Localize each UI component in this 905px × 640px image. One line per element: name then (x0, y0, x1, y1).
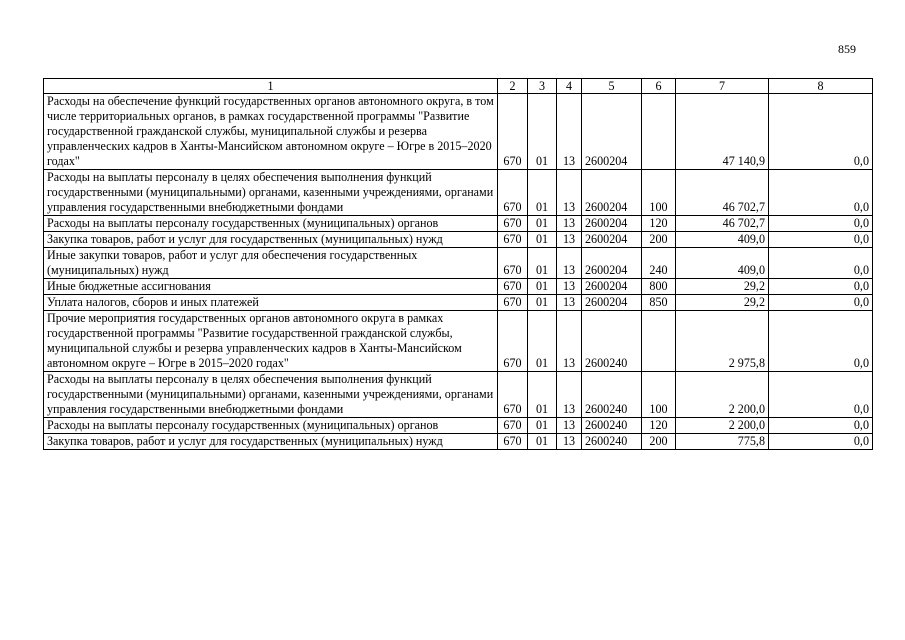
cell-subsection-code: 13 (557, 295, 582, 311)
cell-amount: 409,0 (676, 232, 769, 248)
cell-subsection-code: 13 (557, 94, 582, 170)
column-header: 6 (642, 79, 676, 94)
table-body (44, 94, 873, 450)
cell-amount-secondary: 0,0 (769, 279, 873, 295)
cell-ministry-code: 670 (498, 94, 528, 170)
cell-section-code: 01 (528, 372, 557, 418)
cell-amount: 29,2 (676, 279, 769, 295)
cell-amount: 775,8 (676, 434, 769, 450)
row-description: Прочие мероприятия государственных органов автономного округа в рамках государственной программы "Развитие государственной гражданской службы, муниципальной службы и резерва управленческих кадров в Ханты-Мансийском автономном округе – Югре в 2015–2020 годах" (44, 311, 498, 372)
cell-amount: 2 200,0 (676, 418, 769, 434)
cell-target-article: 2600204 (582, 232, 642, 248)
cell-target-article: 2600204 (582, 170, 642, 216)
cell-ministry-code: 670 (498, 232, 528, 248)
cell-ministry-code: 670 (498, 311, 528, 372)
cell-section-code: 01 (528, 232, 557, 248)
header-row (44, 79, 873, 94)
cell-expense-type: 200 (642, 434, 676, 450)
cell-ministry-code: 670 (498, 279, 528, 295)
cell-subsection-code: 13 (557, 434, 582, 450)
cell-target-article: 2600204 (582, 248, 642, 279)
cell-expense-type: 120 (642, 418, 676, 434)
cell-expense-type (642, 311, 676, 372)
cell-expense-type (642, 94, 676, 170)
cell-ministry-code: 670 (498, 434, 528, 450)
page-number: 859 (838, 42, 856, 56)
cell-amount-secondary: 0,0 (769, 295, 873, 311)
cell-section-code: 01 (528, 94, 557, 170)
table-row (44, 295, 873, 311)
cell-expense-type: 800 (642, 279, 676, 295)
cell-subsection-code: 13 (557, 216, 582, 232)
cell-amount: 409,0 (676, 248, 769, 279)
cell-target-article: 2600240 (582, 311, 642, 372)
table-row (44, 248, 873, 279)
cell-section-code: 01 (528, 170, 557, 216)
cell-amount: 46 702,7 (676, 170, 769, 216)
column-header: 2 (498, 79, 528, 94)
cell-amount-secondary: 0,0 (769, 94, 873, 170)
row-description: Расходы на выплаты персоналу в целях обеспечения выполнения функций государственными (муниципальными) органами, казенными учреждениями, органами управления государственными внебюджетными фондами (44, 372, 498, 418)
cell-ministry-code: 670 (498, 372, 528, 418)
cell-section-code: 01 (528, 248, 557, 279)
cell-amount-secondary: 0,0 (769, 372, 873, 418)
cell-ministry-code: 670 (498, 170, 528, 216)
row-description: Расходы на обеспечение функций государственных органов автономного округа, в том числе территориальных органов, в рамках государственной программы "Развитие государственной гражданской службы, муниципальной службы и резерва управленческих кадров в Ханты-Мансийском автономном округе – Югре в 2015–2020 годах" (44, 94, 498, 170)
column-header: 1 (44, 79, 498, 94)
cell-subsection-code: 13 (557, 418, 582, 434)
cell-section-code: 01 (528, 311, 557, 372)
table-row (44, 94, 873, 170)
table-row (44, 418, 873, 434)
cell-subsection-code: 13 (557, 248, 582, 279)
column-header: 3 (528, 79, 557, 94)
table-row (44, 279, 873, 295)
cell-target-article: 2600240 (582, 418, 642, 434)
cell-subsection-code: 13 (557, 232, 582, 248)
row-description: Расходы на выплаты персоналу государственных (муниципальных) органов (44, 216, 498, 232)
cell-amount-secondary: 0,0 (769, 232, 873, 248)
cell-amount: 46 702,7 (676, 216, 769, 232)
cell-target-article: 2600204 (582, 295, 642, 311)
table-row (44, 434, 873, 450)
cell-expense-type: 240 (642, 248, 676, 279)
cell-expense-type: 850 (642, 295, 676, 311)
cell-amount-secondary: 0,0 (769, 248, 873, 279)
cell-expense-type: 120 (642, 216, 676, 232)
cell-amount: 2 200,0 (676, 372, 769, 418)
cell-ministry-code: 670 (498, 418, 528, 434)
column-header: 7 (676, 79, 769, 94)
cell-amount: 47 140,9 (676, 94, 769, 170)
cell-amount-secondary: 0,0 (769, 170, 873, 216)
cell-target-article: 2600204 (582, 216, 642, 232)
cell-section-code: 01 (528, 279, 557, 295)
budget-table (43, 78, 873, 450)
table-row (44, 170, 873, 216)
cell-subsection-code: 13 (557, 311, 582, 372)
row-description: Закупка товаров, работ и услуг для государственных (муниципальных) нужд (44, 434, 498, 450)
table-row (44, 216, 873, 232)
cell-amount-secondary: 0,0 (769, 434, 873, 450)
row-description: Иные закупки товаров, работ и услуг для обеспечения государственных (муниципальных) нужд (44, 248, 498, 279)
cell-ministry-code: 670 (498, 216, 528, 232)
column-header: 8 (769, 79, 873, 94)
column-header: 5 (582, 79, 642, 94)
cell-expense-type: 100 (642, 372, 676, 418)
cell-section-code: 01 (528, 216, 557, 232)
cell-amount-secondary: 0,0 (769, 418, 873, 434)
cell-section-code: 01 (528, 434, 557, 450)
cell-subsection-code: 13 (557, 170, 582, 216)
cell-target-article: 2600204 (582, 94, 642, 170)
cell-ministry-code: 670 (498, 248, 528, 279)
cell-amount: 29,2 (676, 295, 769, 311)
cell-amount: 2 975,8 (676, 311, 769, 372)
cell-target-article: 2600240 (582, 372, 642, 418)
row-description: Закупка товаров, работ и услуг для государственных (муниципальных) нужд (44, 232, 498, 248)
row-description: Расходы на выплаты персоналу государственных (муниципальных) органов (44, 418, 498, 434)
row-description: Иные бюджетные ассигнования (44, 279, 498, 295)
cell-subsection-code: 13 (557, 279, 582, 295)
cell-expense-type: 100 (642, 170, 676, 216)
cell-target-article: 2600204 (582, 279, 642, 295)
cell-amount-secondary: 0,0 (769, 216, 873, 232)
row-description: Уплата налогов, сборов и иных платежей (44, 295, 498, 311)
cell-target-article: 2600240 (582, 434, 642, 450)
cell-ministry-code: 670 (498, 295, 528, 311)
cell-expense-type: 200 (642, 232, 676, 248)
column-header: 4 (557, 79, 582, 94)
row-description: Расходы на выплаты персоналу в целях обеспечения выполнения функций государственными (муниципальными) органами, казенными учреждениями, органами управления государственными внебюджетными фондами (44, 170, 498, 216)
table-row (44, 372, 873, 418)
cell-amount-secondary: 0,0 (769, 311, 873, 372)
table-row (44, 311, 873, 372)
table-row (44, 232, 873, 248)
cell-subsection-code: 13 (557, 372, 582, 418)
cell-section-code: 01 (528, 295, 557, 311)
cell-section-code: 01 (528, 418, 557, 434)
